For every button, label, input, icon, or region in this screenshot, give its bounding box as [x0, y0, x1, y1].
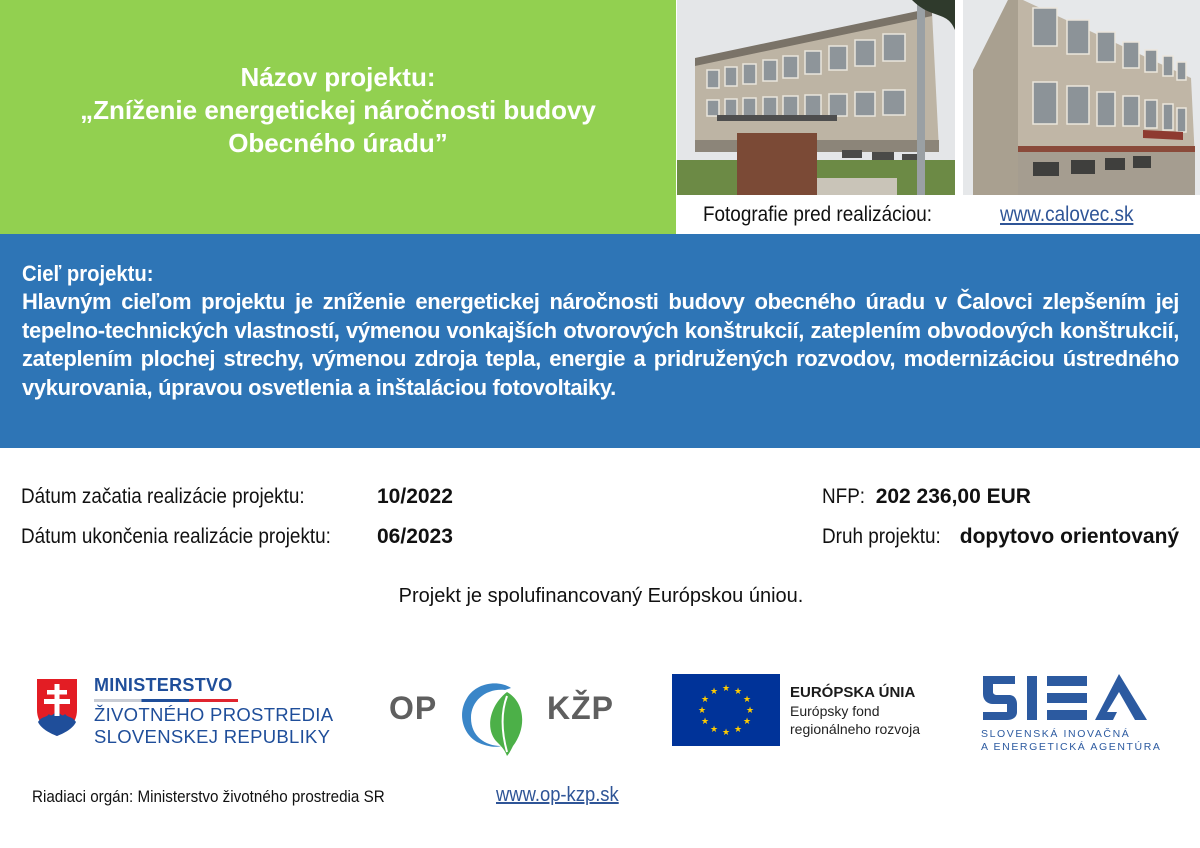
managing-authority-text: Riadiaci orgán: Ministerstvo životného prostredia SR: [32, 788, 385, 806]
end-date-label: Dátum ukončenia realizácie projektu:: [21, 525, 331, 548]
project-type-field: [822, 524, 1179, 550]
svg-text:★: ★: [709, 687, 719, 697]
siea-name-line-2: A ENERGETICKÁ AGENTÚRA: [981, 741, 1162, 753]
project-goal-band: [0, 234, 1200, 448]
eu-logo: [670, 668, 930, 754]
start-date-value: 10/2022: [377, 485, 453, 508]
end-date-value: 06/2023: [377, 525, 453, 548]
svg-text:★: ★: [700, 717, 710, 727]
ministry-name-lines: [94, 704, 333, 748]
ministry-name-line-2: ŽIVOTNÉHO PROSTREDIA: [94, 704, 334, 725]
op-kzp-logo: [385, 668, 615, 754]
ministry-name-line-1: MINISTERSTVO: [94, 675, 233, 695]
building-photo-side: [963, 0, 1200, 195]
svg-text:★: ★: [742, 717, 752, 727]
building-photo-front: [677, 0, 955, 195]
siea-full-name: [981, 728, 1161, 754]
project-goal-text: Hlavným cieľom projektu je zníženie energetickej náročnosti budovy obecného úradu v Čalovci zlepšením jej tepelno-technických vlastností, výmenou vonkajších otvorových konštrukcií, zateplením obvodových konštrukcií, zateplením plochej strechy, výmenou zdroja tepla, energie a pridružených rozvodov, modernizáciou ústredného vykurovania, úpravou osvetlenia a inštaláciou fotovoltaiky.: [22, 289, 1179, 400]
nfp-field: [822, 484, 1031, 510]
svg-text:★: ★: [709, 725, 719, 735]
svg-text:★: ★: [733, 725, 743, 735]
start-date-label: Dátum začatia realizácie projektu:: [21, 485, 305, 508]
svg-text:★: ★: [697, 706, 707, 716]
eu-flag-icon: [672, 674, 780, 746]
ministry-name-line-3: SLOVENSKEJ REPUBLIKY: [94, 726, 331, 747]
project-title-line-2: Obecného úradu”: [228, 127, 448, 158]
building-photo-side-image: [963, 0, 1200, 195]
svg-text:★: ★: [721, 728, 731, 738]
eu-fund-line-1: Európsky fond: [790, 703, 880, 719]
project-type-value: dopytovo orientovaný: [959, 525, 1180, 548]
svg-text:★: ★: [745, 706, 755, 716]
op-kzp-leaf-icon: [455, 676, 535, 756]
project-title-line-1: „Zníženie energetickej náročnosti budovy: [80, 94, 596, 125]
project-title-label: Názov projektu:: [240, 61, 436, 92]
siea-name-line-1: SLOVENSKÁ INOVAČNÁ: [981, 728, 1131, 740]
photo-caption-row: [676, 195, 1200, 234]
project-type-label: Druh projektu:: [822, 525, 941, 548]
calovec-website-link[interactable]: www.calovec.sk: [1000, 203, 1134, 226]
nfp-label: NFP:: [822, 485, 866, 508]
building-photo-front-image: [677, 0, 955, 195]
op-kzp-left-text: OP: [389, 690, 438, 726]
slovak-coat-of-arms-icon: [34, 676, 80, 738]
project-goal-title: Cieľ projektu:: [22, 261, 154, 286]
svg-text:★: ★: [721, 684, 731, 694]
svg-text:★: ★: [742, 695, 752, 705]
photo-caption: Fotografie pred realizáciou:: [703, 203, 933, 226]
siea-wordmark-icon: [979, 672, 1149, 722]
eu-fund-line-2: regionálneho rozvoja: [790, 721, 920, 737]
svg-text:★: ★: [733, 687, 743, 697]
eu-cofinancing-statement: Projekt je spolufinancovaný Európskou úniou.: [398, 585, 804, 607]
eu-title: EURÓPSKA ÚNIA: [790, 684, 916, 701]
nfp-value: 202 236,00 EUR: [875, 485, 1031, 508]
eu-fund-text: [790, 684, 920, 738]
siea-logo: [975, 668, 1175, 754]
op-kzp-right-text: KŽP: [547, 690, 614, 726]
ministry-logo: [30, 668, 350, 754]
op-kzp-website-link[interactable]: www.op-kzp.sk: [496, 784, 619, 806]
ministry-tricolor-bar: [94, 699, 238, 702]
svg-text:★: ★: [700, 695, 710, 705]
project-title-panel: [0, 0, 676, 234]
